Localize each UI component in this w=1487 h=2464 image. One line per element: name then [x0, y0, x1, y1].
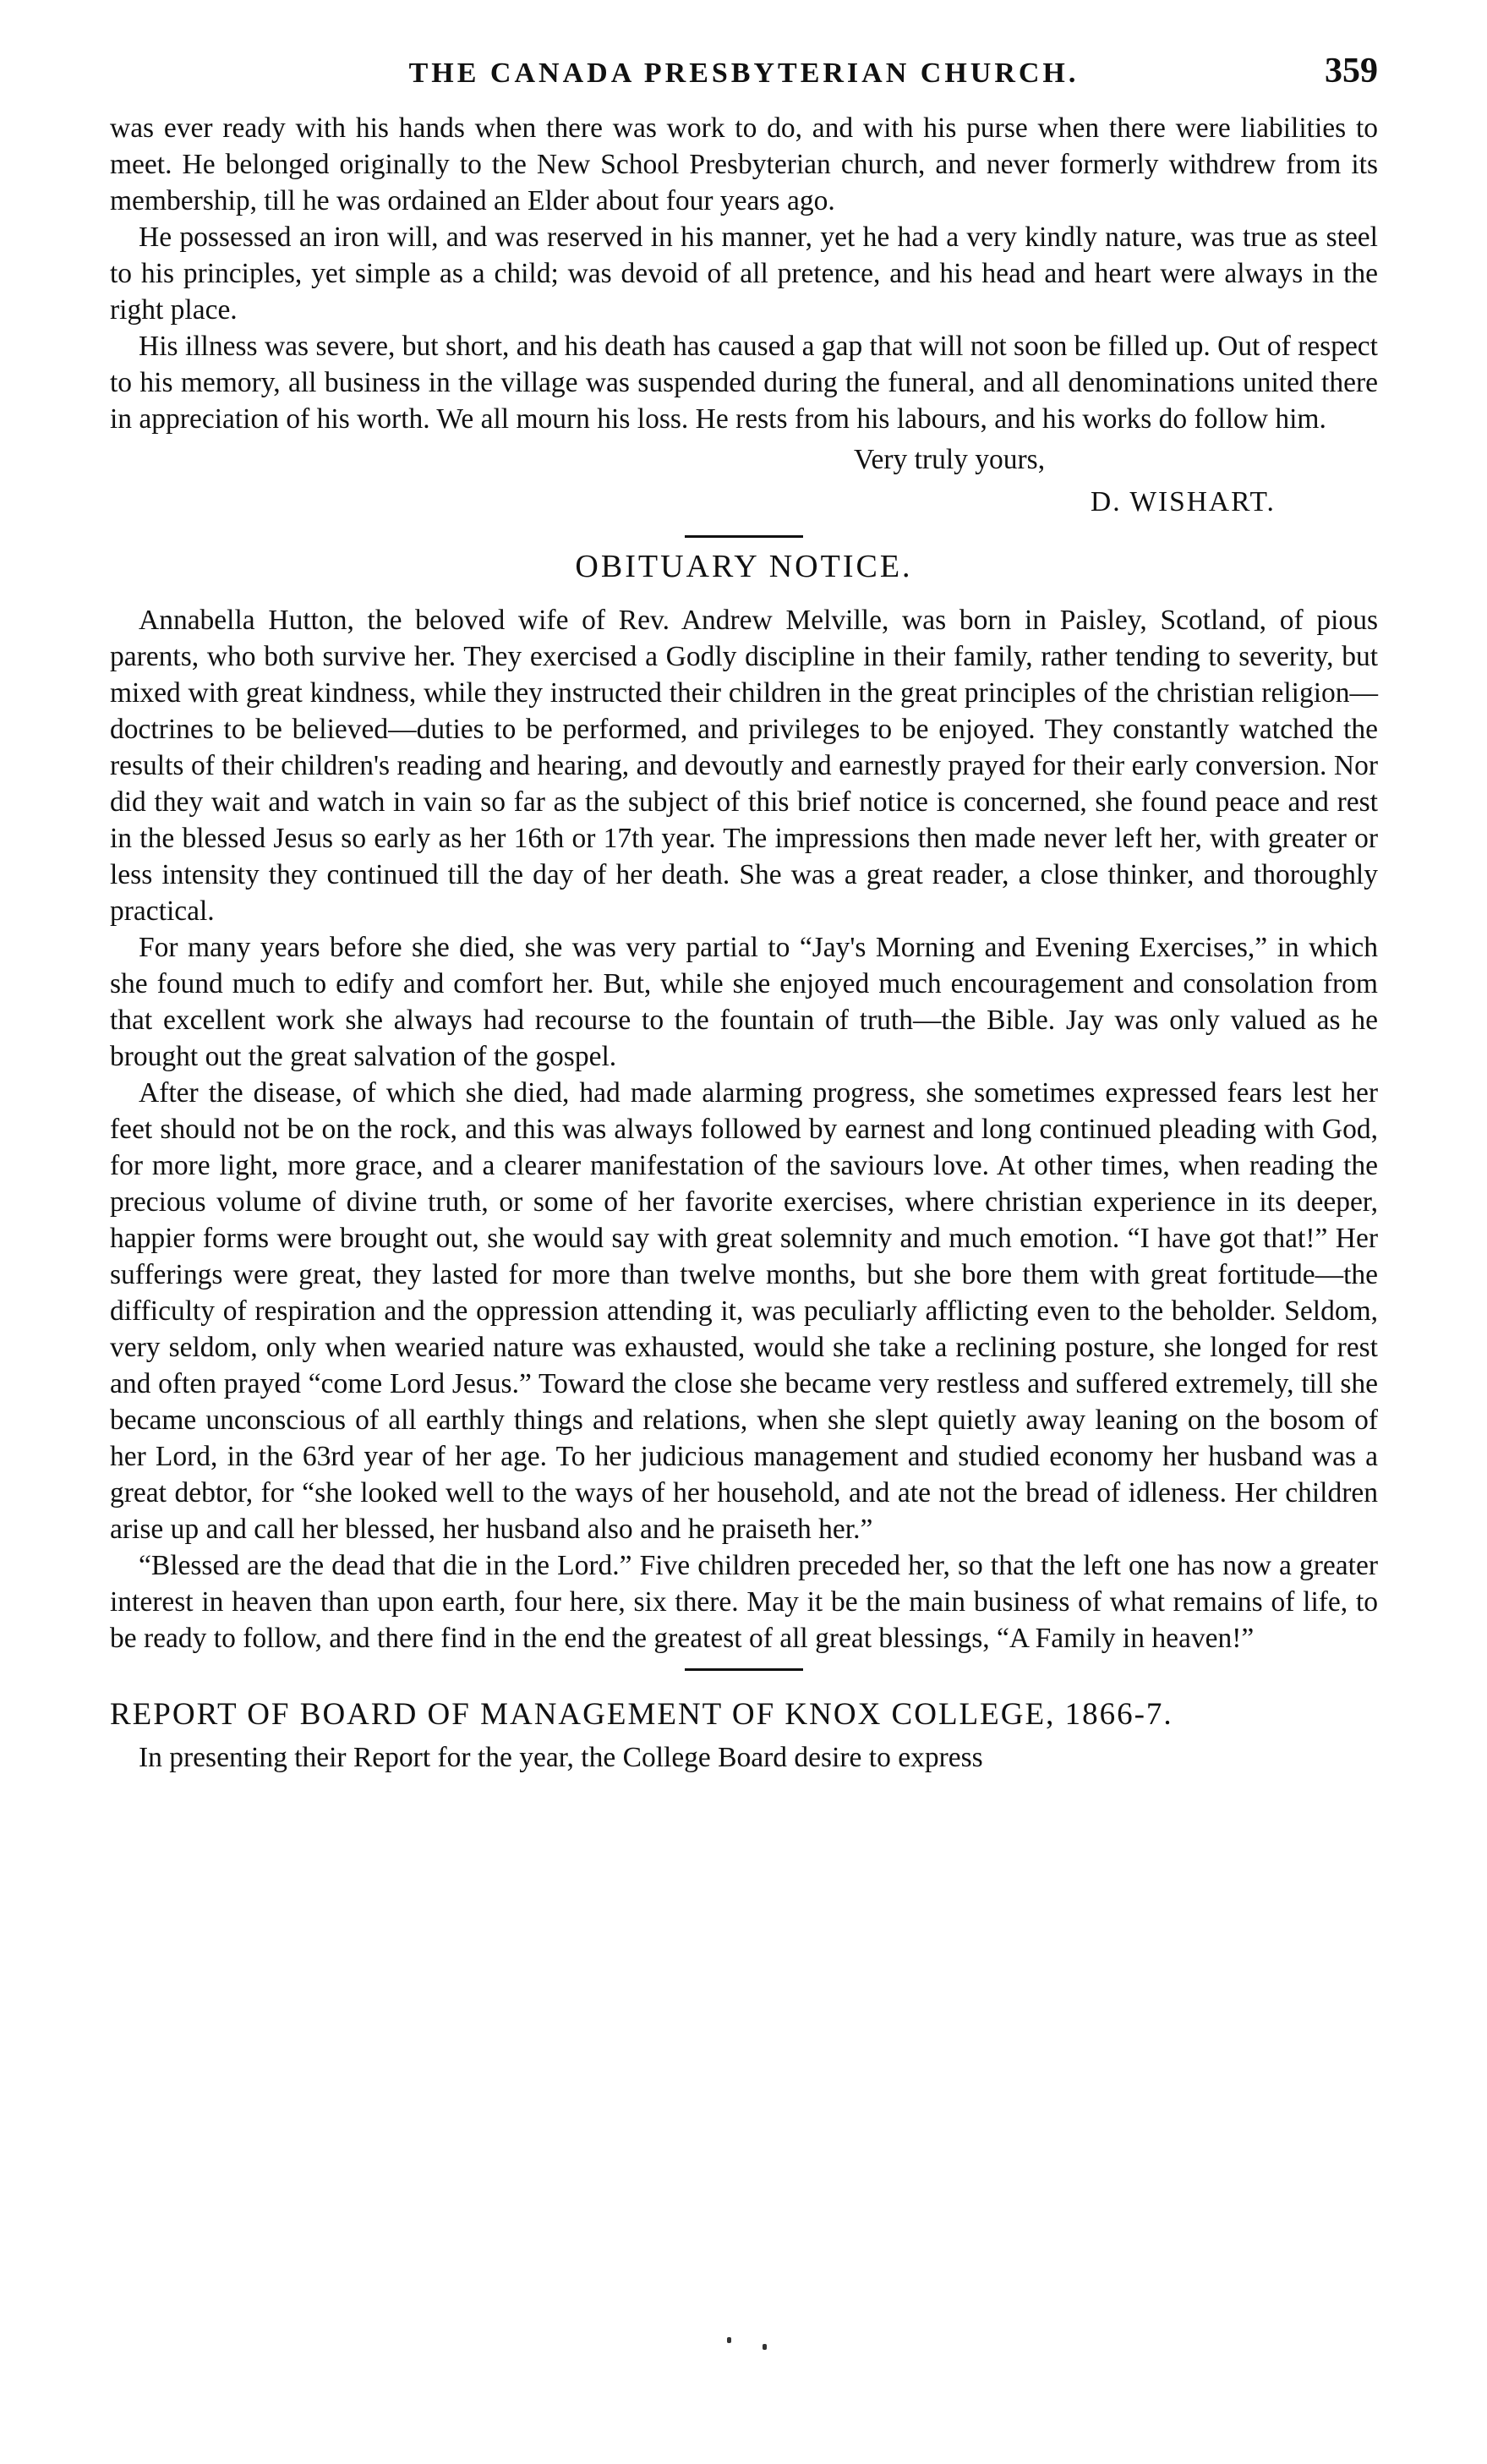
obituary-paragraph: “Blessed are the dead that die in the Lord.” Five children preceded her, so that the left one has now a greater interest in heaven than upon earth, four here, six there. May it be the main business of what remains of life, to be ready to follow, and there find in the end the greatest of all great blessings, “A Family in heaven!”	[110, 1550, 1378, 1654]
ink-speck	[727, 2337, 731, 2343]
signature: D. WISHART.	[1091, 486, 1276, 517]
letter-paragraph: was ever ready with his hands when there was work to do, and with his purse when there were liabilities to meet. He belonged originally to the New School Presbyterian church, and never formerly withdrew from its membership, till he was ordained an Elder about four years ago.	[110, 112, 1378, 216]
letter-paragraph: His illness was severe, but short, and his death has caused a gap that will not soon be filled up. Out of respect to his memory, all business in the village was suspended during the funeral, and all denominations united there in appreciation of his worth. We all mourn his loss. He rests from his labours, and his works do follow him.	[110, 331, 1378, 435]
valediction: Very truly yours,	[854, 444, 1046, 475]
obituary-paragraph: Annabella Hutton, the beloved wife of Rev. Andrew Melville, was born in Paisley, Scotland, of pious parents, who both survive her. They exercised a Godly discipline in their family, rather tending to severity, but mixed with great kindness, while they instructed their children in the great principles of the christian religion—doctrines to be believed—duties to be performed, and privileges to be enjoyed. They constantly watched the results of their children's reading and hearing, and devoutly and earnestly prayed for their early conversion. Nor did they wait and watch in vain so far as the subject of this brief notice is concerned, she found peace and rest in the blessed Jesus so early as her 16th or 17th year. The impressions then made never left her, with greater or less intensity they continued till the day of her death. She was a great reader, a close thinker, and thoroughly practical.	[110, 605, 1378, 927]
report-section	[110, 1696, 1378, 1776]
print-specks	[719, 2334, 786, 2368]
page-number: 359	[1325, 52, 1378, 90]
letter-paragraph: He possessed an iron will, and was reserved in his manner, yet he had a very kindly nature, was true as steel to his principles, yet simple as a child; was devoid of all pretence, and his head and heart were always in the right place.	[110, 222, 1378, 326]
ink-speck	[763, 2344, 767, 2350]
running-head	[110, 51, 1378, 110]
report-heading: REPORT OF BOARD OF MANAGEMENT OF KNOX COLLEGE, 1866-7.	[110, 1697, 1173, 1732]
obituary-heading: OBITUARY NOTICE.	[575, 549, 913, 584]
letter-conclusion	[110, 110, 1378, 523]
obituary-paragraph: After the disease, of which she died, had made alarming progress, she sometimes expressed fears lest her feet should not be on the rock, and this was always followed by earnest and long continued pleading with God, for more light, more grace, and a clearer manifestation of the saviours love. At other times, when reading the precious volume of divine truth, or some of her favorite exercises, where christian experience in its deeper, happier forms were brought out, she would say with great solemnity and much emotion. “I have got that!” Her sufferings were great, they lasted for more than twelve months, but she bore them with great fortitude—the difficulty of respiration and the oppression attending it, was peculiarly afflicting even to the beholder. Seldom, very seldom, only when wearied nature was exhausted, would she take a reclining posture, she longed for rest and often prayed “come Lord Jesus.” Toward the close she became very restless and suffered extremely, till she became unconscious of all earthly things and relations, when she slept quietly away leaning on the bosom of her Lord, in the 63rd year of her age. To her judicious management and studied economy her husband was a great debtor, for “she looked well to the ways of her household, and ate not the bread of idleness. Her children arise up and call her blessed, her husband also and he praiseth her.”	[110, 1077, 1378, 1545]
report-first-line: In presenting their Report for the year, the College Board desire to express	[139, 1742, 983, 1773]
obituary-section	[110, 548, 1378, 1656]
section-divider	[685, 1668, 803, 1671]
section-divider	[685, 535, 803, 538]
letter-closing	[110, 439, 1378, 523]
book-page	[110, 51, 1378, 1776]
obituary-paragraph: For many years before she died, she was very partial to “Jay's Morning and Evening Exercises,” in which she found much to edify and comfort her. But, while she enjoyed much encouragement and consolation from that excellent work she always had recourse to the fountain of truth—the Bible. Jay was only valued as he brought out the great salvation of the gospel.	[110, 932, 1378, 1072]
running-title: THE CANADA PRESBYTERIAN CHURCH.	[408, 57, 1080, 89]
